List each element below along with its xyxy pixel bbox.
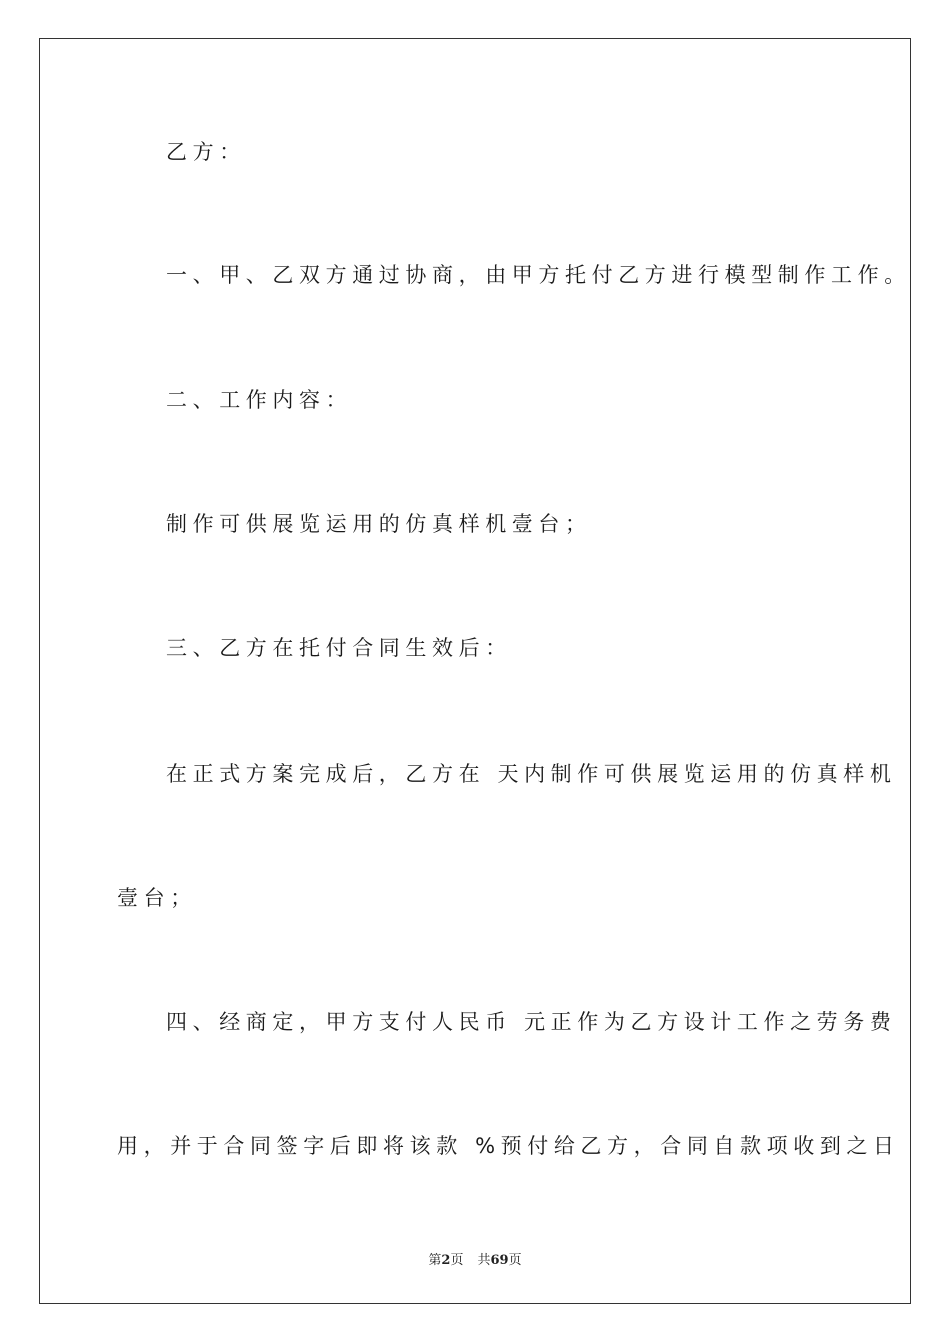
page-border: [39, 38, 911, 1304]
page-prefix: 第: [428, 1253, 442, 1268]
text-line: 一、甲、乙双方通过协商，由甲方托付乙方进行模型制作工作。: [166, 263, 911, 287]
text-line: 壹台；: [117, 886, 197, 910]
page-footer: [0, 1249, 950, 1268]
text-line: 制作可供展览运用的仿真样机壹台；: [166, 512, 592, 536]
text-line: 用，并于合同签字后即将该款 %预付给乙方，合同自款项收到之日: [117, 1134, 900, 1158]
text-line: 乙方：: [166, 140, 246, 164]
page-suffix: 页: [450, 1253, 464, 1268]
total-prefix: 共: [477, 1253, 491, 1268]
page-number: 2: [441, 1253, 451, 1268]
text-line: 三、乙方在托付合同生效后：: [166, 636, 512, 660]
text-line: 二、工作内容：: [166, 388, 353, 412]
text-line: 四、经商定，甲方支付人民币 元正作为乙方设计工作之劳务费: [166, 1010, 897, 1034]
total-suffix: 页: [508, 1253, 522, 1268]
text-line: 在正式方案完成后，乙方在 天内制作可供展览运用的仿真样机: [166, 762, 897, 786]
total-pages: 69: [490, 1253, 509, 1268]
